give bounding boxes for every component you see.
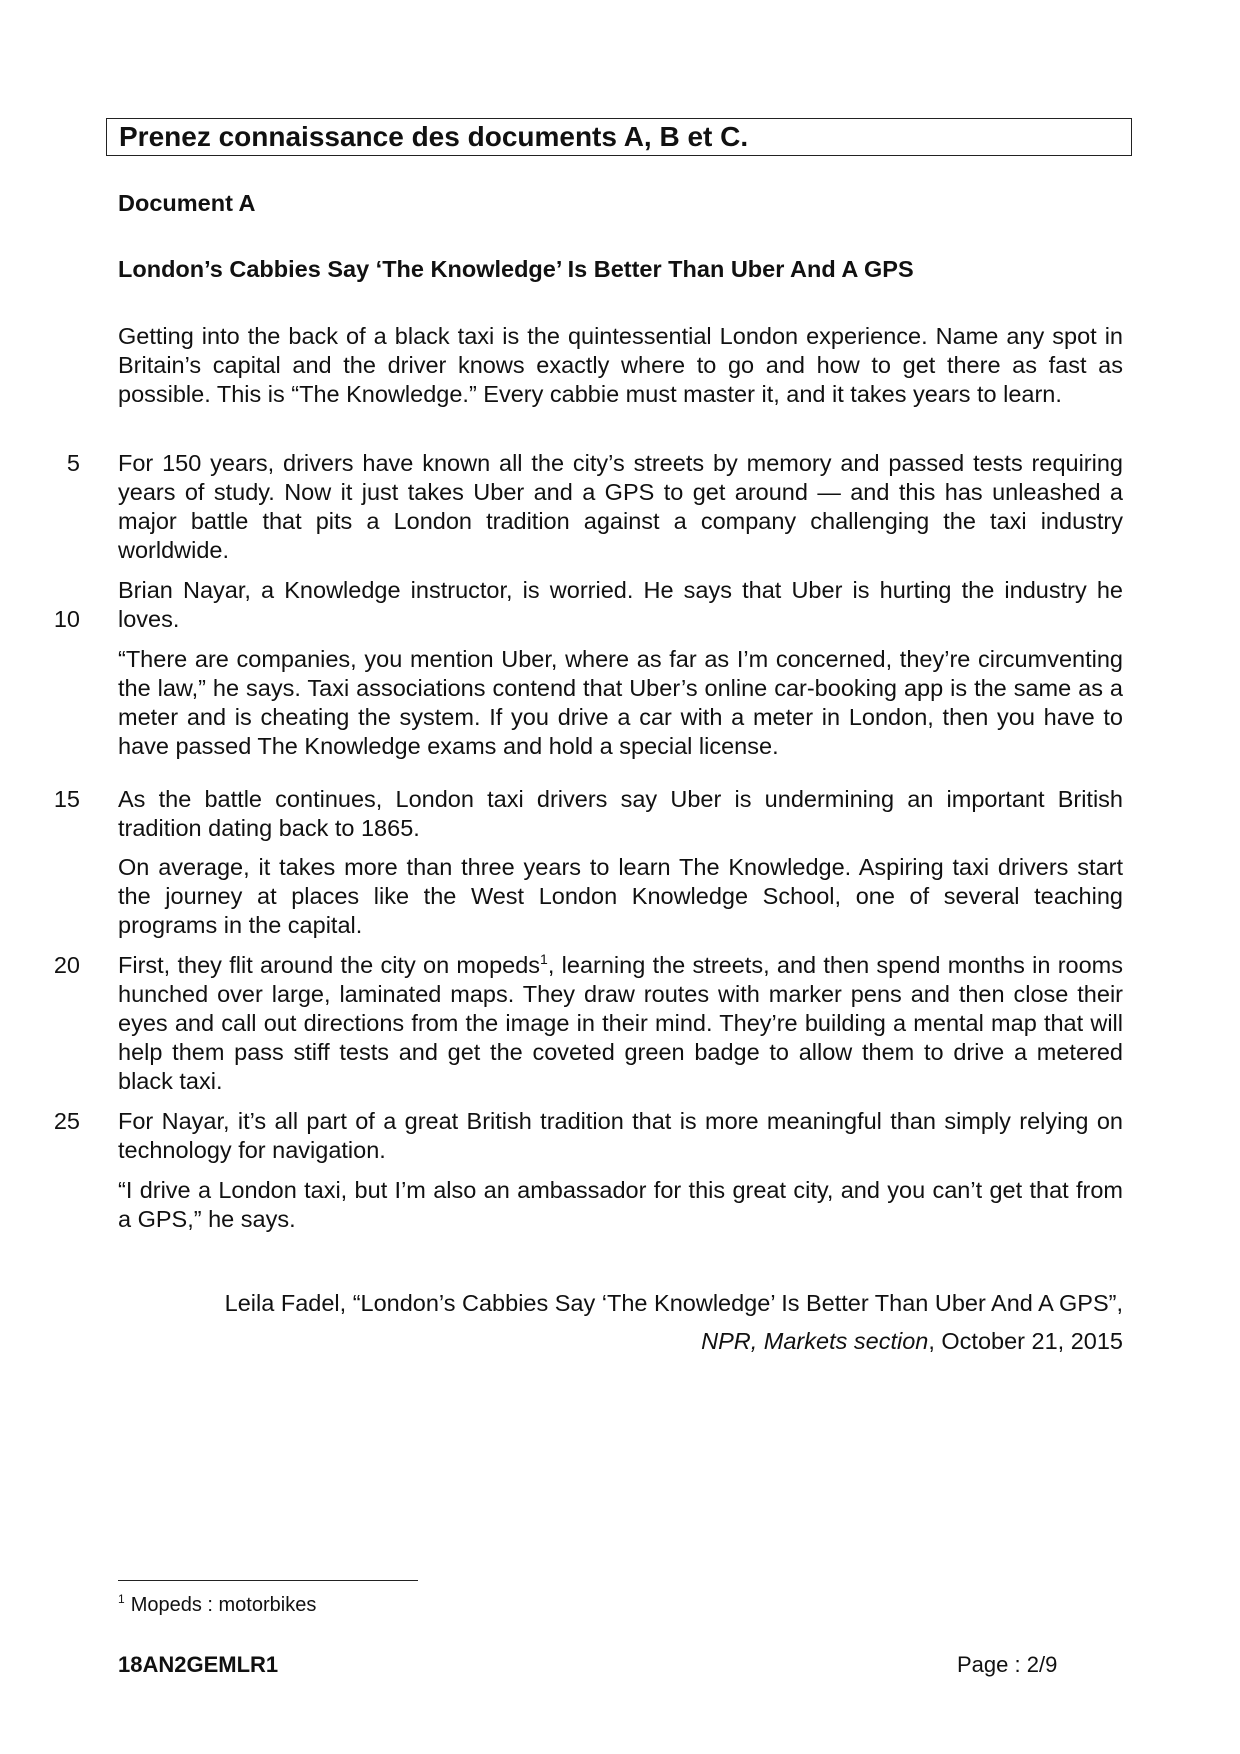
paragraph-7-after: , learning the streets, and then spend months in rooms hunched over large, laminated maps. They draw routes with marker pens and then close their eyes and call out directions from the image in their mind. They’re building a mental map that will help them pass stiff tests and get the coveted green badge to allow them to drive a metered black taxi. — [118, 952, 1123, 1094]
line-number-5: 5 — [66, 450, 80, 476]
paragraph-3: Brian Nayar, a Knowledge instructor, is worried. He says that Uber is hurting the industry he loves. — [118, 577, 1123, 632]
citation-source: NPR, Markets section — [701, 1328, 929, 1354]
footnote — [118, 1592, 316, 1617]
line-number-15: 15 — [53, 786, 80, 812]
instruction-box: Prenez connaissance des documents A, B et C. — [106, 118, 1132, 156]
paragraph-7-before: First, they flit around the city on mopeds — [118, 952, 541, 978]
paragraph-5: As the battle continues, London taxi drivers say Uber is undermining an important British tradition dating back to 1865. — [118, 786, 1123, 841]
line-number-25: 25 — [53, 1108, 80, 1134]
citation-date: , October 21, 2015 — [928, 1328, 1123, 1354]
document-label: Document A — [118, 190, 256, 216]
paragraph-1: Getting into the back of a black taxi is the quintessential London experience. Name any spot in Britain’s capital and the driver knows exactly where to go and how to get there as fast as possible. This is “The Knowledge.” Every cabbie must master it, and it takes years to learn. — [118, 323, 1123, 407]
paragraph-4: “There are companies, you mention Uber, where as far as I’m concerned, they’re circumventing the law,” he says. Taxi associations contend that Uber’s online car-booking app is the same as a meter and is cheating the system. If you drive a car with a meter in London, then you have to have passed The Knowledge exams and hold a special license. — [118, 646, 1123, 759]
footnote-text: Mopeds : motorbikes — [130, 1594, 317, 1616]
citation-line-2 — [701, 1322, 1123, 1361]
footer-code: 18AN2GEMLR1 — [118, 1652, 279, 1677]
citation-line-1: Leila Fadel, “London’s Cabbies Say ‘The Knowledge’ Is Better Than Uber And A GPS”, — [224, 1290, 1123, 1316]
footnote-divider — [118, 1580, 418, 1581]
footnote-ref: 1 — [540, 951, 548, 967]
footer-page-number: Page : 2/9 — [957, 1652, 1058, 1677]
article-title: London’s Cabbies Say ‘The Knowledge’ Is Better Than Uber And A GPS — [118, 256, 914, 282]
line-number-20: 20 — [53, 952, 80, 978]
paragraph-9: “I drive a London taxi, but I’m also an ambassador for this great city, and you can’t get that from a GPS,” he says. — [118, 1177, 1123, 1232]
paragraph-2: For 150 years, drivers have known all the city’s streets by memory and passed tests requiring years of study. Now it just takes Uber and a GPS to get around — and this has unleashed a major battle that pits a London tradition against a company challenging the taxi industry worldwide. — [118, 450, 1123, 563]
paragraph-6: On average, it takes more than three years to learn The Knowledge. Aspiring taxi drivers start the journey at places like the West London Knowledge School, one of several teaching programs in the capital. — [118, 854, 1123, 938]
footnote-number: 1 — [118, 1592, 125, 1606]
paragraph-8: For Nayar, it’s all part of a great British tradition that is more meaningful than simply relying on technology for navigation. — [118, 1108, 1123, 1163]
paragraph-7 — [118, 951, 1123, 1096]
line-number-10: 10 — [53, 606, 80, 632]
